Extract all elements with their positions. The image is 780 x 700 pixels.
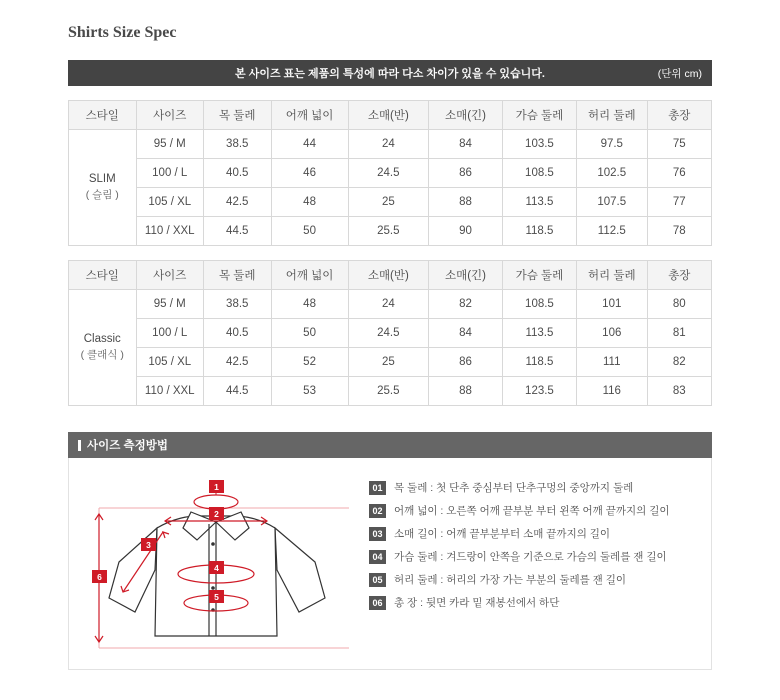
cell-size: 100 / L	[136, 159, 204, 188]
cell-chest: 108.5	[502, 290, 576, 319]
cell-shoulder: 48	[271, 290, 348, 319]
col-header-sleeve-long: 소매(긴)	[429, 261, 503, 290]
shirt-diagram-svg	[79, 466, 369, 664]
cell-length: 78	[647, 217, 711, 246]
cell-neck: 44.5	[204, 377, 272, 406]
col-header-length: 총장	[647, 261, 711, 290]
cell-waist: 112.5	[576, 217, 647, 246]
style-name-sub: ( 클래식 )	[80, 349, 124, 362]
table-row	[69, 188, 712, 217]
legend-item	[369, 595, 699, 610]
legend-number: 04	[369, 550, 386, 564]
cell-neck: 42.5	[204, 188, 272, 217]
col-header-size: 사이즈	[136, 261, 204, 290]
cell-shoulder: 46	[271, 159, 348, 188]
col-header-size: 사이즈	[136, 101, 204, 130]
dim-badge-1: 1	[209, 480, 224, 493]
cell-sleeve-short: 24	[348, 290, 428, 319]
cell-sleeve-short: 24.5	[348, 159, 428, 188]
cell-sleeve-short: 25	[348, 348, 428, 377]
cell-chest: 123.5	[502, 377, 576, 406]
cell-shoulder: 50	[271, 319, 348, 348]
legend-label: 목 둘레 : 첫 단추 중심부터 단추구멍의 중앙까지 둘레	[394, 482, 634, 494]
cell-sleeve-long: 90	[429, 217, 503, 246]
cell-length: 81	[647, 319, 711, 348]
legend-number: 02	[369, 504, 386, 518]
cell-sleeve-long: 86	[429, 159, 503, 188]
style-name: SLIM	[88, 173, 116, 185]
legend-label: 허리 둘레 : 허리의 가장 가는 부분의 둘레를 잰 길이	[394, 574, 627, 586]
cell-size: 95 / M	[136, 130, 204, 159]
cell-chest: 103.5	[502, 130, 576, 159]
shirt-diagram	[79, 466, 369, 664]
cell-sleeve-long: 88	[429, 377, 503, 406]
style-cell-classic	[69, 290, 137, 406]
cell-length: 76	[647, 159, 711, 188]
col-header-neck: 목 둘레	[204, 261, 272, 290]
col-header-neck: 목 둘레	[204, 101, 272, 130]
classic-table	[68, 260, 712, 406]
table-row	[69, 290, 712, 319]
cell-sleeve-short: 24.5	[348, 319, 428, 348]
col-header-waist: 허리 둘레	[576, 261, 647, 290]
cell-length: 83	[647, 377, 711, 406]
legend-number: 06	[369, 596, 386, 610]
cell-sleeve-long: 86	[429, 348, 503, 377]
col-header-shoulder: 어깨 넓이	[271, 261, 348, 290]
notice-bar	[68, 60, 712, 86]
cell-sleeve-long: 84	[429, 319, 503, 348]
legend-label: 가슴 둘레 : 겨드랑이 안쪽을 기준으로 가슴의 둘레를 잰 길이	[394, 551, 667, 563]
cell-neck: 42.5	[204, 348, 272, 377]
cell-sleeve-short: 25	[348, 188, 428, 217]
table-row	[69, 159, 712, 188]
cell-length: 77	[647, 188, 711, 217]
cell-neck: 38.5	[204, 290, 272, 319]
legend-item	[369, 572, 699, 587]
cell-neck: 44.5	[204, 217, 272, 246]
cell-size: 105 / XL	[136, 188, 204, 217]
cell-shoulder: 44	[271, 130, 348, 159]
notice-text: 본 사이즈 표는 제품의 특성에 따라 다소 차이가 있을 수 있습니다.	[235, 68, 545, 80]
col-header-waist: 허리 둘레	[576, 101, 647, 130]
legend-label: 총 장 : 뒷면 카라 밑 재봉선에서 하단	[394, 597, 560, 609]
cell-chest: 113.5	[502, 319, 576, 348]
cell-size: 95 / M	[136, 290, 204, 319]
col-header-style: 스타일	[69, 101, 137, 130]
legend-item	[369, 549, 699, 564]
dim-badge-6: 6	[92, 570, 107, 583]
col-header-sleeve-short: 소매(반)	[348, 261, 428, 290]
table-row	[69, 348, 712, 377]
cell-waist: 116	[576, 377, 647, 406]
col-header-sleeve-short: 소매(반)	[348, 101, 428, 130]
table-row	[69, 319, 712, 348]
style-name: Classic	[83, 333, 121, 345]
cell-sleeve-long: 88	[429, 188, 503, 217]
col-header-style: 스타일	[69, 261, 137, 290]
legend-label: 소매 길이 : 어깨 끝부분부터 소매 끝까지의 길이	[394, 528, 611, 540]
cell-size: 100 / L	[136, 319, 204, 348]
cell-chest: 118.5	[502, 348, 576, 377]
measure-heading-text: 사이즈 측정방법	[87, 440, 168, 452]
cell-waist: 107.5	[576, 188, 647, 217]
col-header-length: 총장	[647, 101, 711, 130]
cell-length: 82	[647, 348, 711, 377]
dim-badge-3: 3	[141, 538, 156, 551]
page-title: Shirts Size Spec	[68, 24, 177, 41]
cell-shoulder: 53	[271, 377, 348, 406]
legend-number: 03	[369, 527, 386, 541]
table-header-row	[69, 261, 712, 290]
col-header-shoulder: 어깨 넓이	[271, 101, 348, 130]
cell-sleeve-long: 84	[429, 130, 503, 159]
accent-bar-icon	[78, 440, 81, 451]
legend-number: 01	[369, 481, 386, 495]
cell-shoulder: 50	[271, 217, 348, 246]
cell-neck: 40.5	[204, 319, 272, 348]
cell-waist: 111	[576, 348, 647, 377]
cell-size: 110 / XXL	[136, 217, 204, 246]
dim-badge-2: 2	[209, 507, 224, 520]
cell-neck: 38.5	[204, 130, 272, 159]
dim-badge-4: 4	[209, 561, 224, 574]
cell-shoulder: 48	[271, 188, 348, 217]
measure-section-header	[68, 432, 712, 458]
content-wrapper	[68, 24, 712, 670]
table-row	[69, 377, 712, 406]
table-row	[69, 217, 712, 246]
col-header-sleeve-long: 소매(긴)	[429, 101, 503, 130]
legend-item	[369, 503, 699, 518]
legend-number: 05	[369, 573, 386, 587]
legend-label: 어깨 넓이 : 오른쪽 어깨 끝부분 부터 왼쪽 어깨 끝까지의 길이	[394, 505, 670, 517]
cell-shoulder: 52	[271, 348, 348, 377]
cell-neck: 40.5	[204, 159, 272, 188]
notice-unit: (단위 cm)	[657, 67, 702, 80]
table-row	[69, 130, 712, 159]
cell-chest: 118.5	[502, 217, 576, 246]
cell-size: 105 / XL	[136, 348, 204, 377]
table-header-row	[69, 101, 712, 130]
col-header-chest: 가슴 둘레	[502, 101, 576, 130]
cell-chest: 113.5	[502, 188, 576, 217]
style-cell-slim	[69, 130, 137, 246]
measure-legend	[369, 480, 699, 618]
cell-length: 75	[647, 130, 711, 159]
style-name-sub: ( 슬림 )	[85, 189, 119, 202]
cell-sleeve-long: 82	[429, 290, 503, 319]
col-header-chest: 가슴 둘레	[502, 261, 576, 290]
slim-table	[68, 100, 712, 246]
cell-waist: 102.5	[576, 159, 647, 188]
cell-sleeve-short: 25.5	[348, 377, 428, 406]
cell-sleeve-short: 24	[348, 130, 428, 159]
dim-badge-5: 5	[209, 590, 224, 603]
cell-length: 80	[647, 290, 711, 319]
cell-chest: 108.5	[502, 159, 576, 188]
cell-waist: 106	[576, 319, 647, 348]
measure-section-body	[68, 458, 712, 670]
cell-waist: 101	[576, 290, 647, 319]
cell-sleeve-short: 25.5	[348, 217, 428, 246]
legend-item	[369, 480, 699, 495]
cell-size: 110 / XXL	[136, 377, 204, 406]
cell-waist: 97.5	[576, 130, 647, 159]
legend-item	[369, 526, 699, 541]
